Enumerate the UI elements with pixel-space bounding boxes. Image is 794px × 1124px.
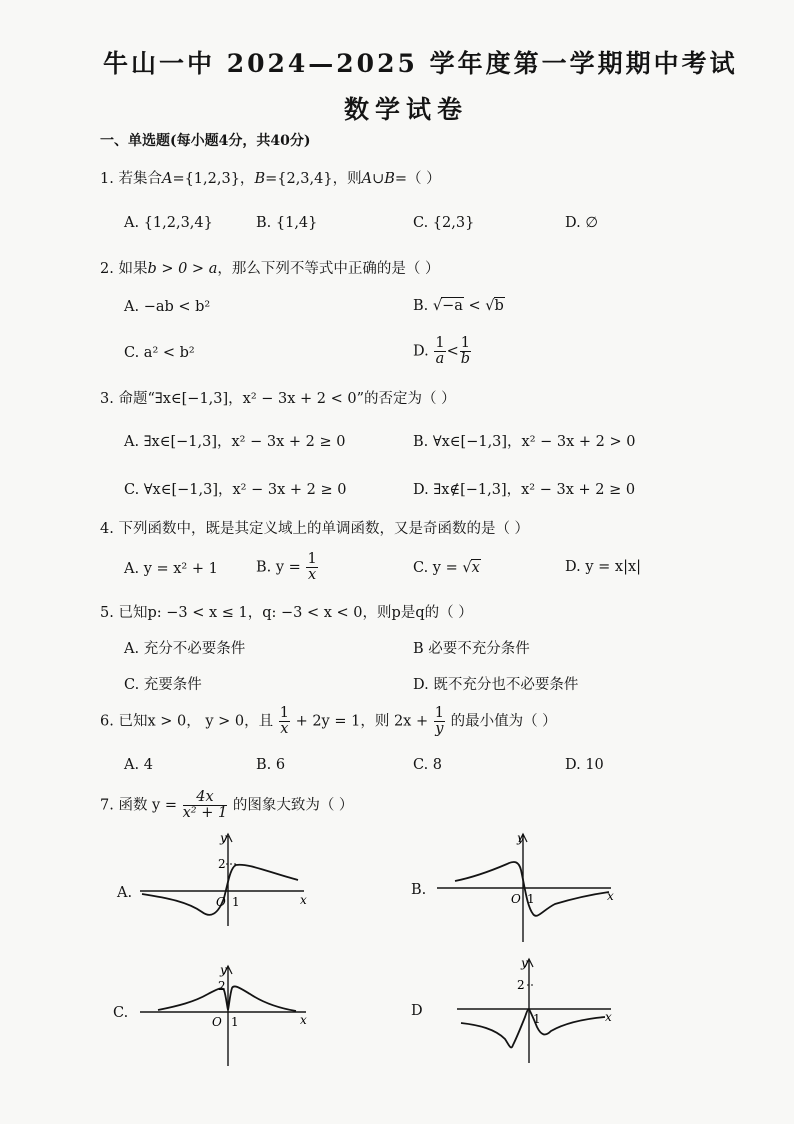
option-b: B. √−a < √b xyxy=(413,298,504,314)
option-b: B. ∀x∈[−1,3]，x² − 3x + 2 > 0 xyxy=(413,434,636,450)
radicand-a: −a xyxy=(442,298,463,314)
option-a: A. 充分不必要条件 xyxy=(124,641,246,657)
numerator: 1 xyxy=(434,705,444,721)
option-c: C. ∀x∈[−1,3]，x² − 3x + 2 ≥ 0 xyxy=(124,482,347,498)
axis-label-x: x xyxy=(300,1013,307,1027)
option-c: C. {2,3} xyxy=(413,215,475,231)
graph-option-a-label: A. xyxy=(117,885,133,901)
option-b: B. {1,4} xyxy=(256,215,318,231)
question-number: 2. xyxy=(100,261,114,277)
question-number: 3. xyxy=(100,391,114,407)
option-c: C. 8 xyxy=(413,757,443,773)
question-7 xyxy=(100,790,353,821)
graph-option-c-label: C. xyxy=(113,1005,129,1021)
question-text: 已知x > 0， y > 0，且 xyxy=(118,713,274,730)
question-text: 函数 y = xyxy=(118,797,178,814)
axis-label-y: y xyxy=(220,963,227,977)
graph-option-d-label: D xyxy=(411,1003,423,1019)
option-c: C. 充要条件 xyxy=(124,677,202,693)
set-a: A xyxy=(161,171,173,187)
question-tail: ，那么下列不等式中正确的是（ ） xyxy=(217,261,440,277)
fraction-4x-over-x2plus1 xyxy=(183,790,228,821)
denominator: y xyxy=(435,721,444,738)
tick-label-x: 1 xyxy=(232,895,240,909)
question-tail: 的图象大致为（ ） xyxy=(232,797,354,814)
question-4 xyxy=(100,517,529,538)
question-1 xyxy=(100,167,441,188)
set-b-def: ={2,3,4}，则 xyxy=(265,171,362,187)
axis-label-y: y xyxy=(517,831,524,845)
option-a: A. 4 xyxy=(124,757,153,773)
graph-a xyxy=(138,828,318,928)
question-tail: =（ ） xyxy=(394,171,441,187)
exam-subtitle: 数学试卷 xyxy=(344,95,469,124)
option-d: D. 10 xyxy=(565,757,604,773)
question-6 xyxy=(100,706,557,737)
tick-label-x: 1 xyxy=(533,1012,541,1026)
option-b: B. 6 xyxy=(256,757,286,773)
question-number: 5. xyxy=(100,605,114,621)
option-d: D. y = x|x| xyxy=(565,559,642,575)
question-number: 4. xyxy=(100,521,114,537)
axis-label-y: y xyxy=(220,831,227,845)
section-heading: 一、单选题(每小题4分，共40分) xyxy=(100,133,311,149)
option-d: D. ∃x∉[−1,3]，x² − 3x + 2 ≥ 0 xyxy=(413,482,636,498)
question-text: 若集合 xyxy=(118,171,162,187)
numerator: 1 xyxy=(307,551,317,567)
question-3 xyxy=(100,387,456,408)
fraction-1-over-y xyxy=(434,706,445,737)
option-a: A. −ab < b² xyxy=(124,299,211,315)
axis-label-x: x xyxy=(607,889,614,903)
question-number: 7. xyxy=(100,797,114,814)
option-d: D. ∅ xyxy=(565,215,598,231)
option-d: D. 既不充分也不必要条件 xyxy=(413,677,579,693)
less-than: < xyxy=(446,343,459,360)
tick-label-x: 1 xyxy=(527,892,535,906)
question-number: 6. xyxy=(100,713,114,730)
numerator: 1 xyxy=(279,705,289,721)
option-a: A. y = x² + 1 xyxy=(124,561,218,577)
origin-label: O xyxy=(511,892,521,906)
exam-title: 牛山一中 2024—2025 学年度第一学期期中考试 xyxy=(103,49,738,78)
fraction-1-over-b xyxy=(460,336,471,367)
union-expr: A∪B xyxy=(361,171,395,187)
radicand-x: x xyxy=(471,560,480,576)
function-curve xyxy=(455,862,609,916)
axis-label-x: x xyxy=(300,893,307,907)
question-text: 已知p: −3 < x ≤ 1，q: −3 < x < 0，则p是q的（ ） xyxy=(118,605,473,621)
fraction-1-over-x xyxy=(279,706,290,737)
graph-option-b-label: B. xyxy=(411,882,427,898)
tick-label-y: 2 xyxy=(517,978,525,992)
option-c: C. a² < b² xyxy=(124,345,195,361)
graph-d xyxy=(455,955,625,1065)
question-text-mid: + 2y = 1，则 2x + xyxy=(295,713,429,730)
option-b: B 必要不充分条件 xyxy=(413,641,530,657)
question-number: 1. xyxy=(100,171,114,187)
question-text: 命题“∃x∈[−1,3]，x² − 3x + 2 < 0”的否定为（ ） xyxy=(118,391,456,407)
option-a: A. {1,2,3,4} xyxy=(124,215,213,231)
radicand-b: b xyxy=(494,298,504,314)
origin-label: O xyxy=(212,1015,222,1029)
fraction-1-over-a xyxy=(434,336,445,367)
numerator: 4x xyxy=(183,790,228,806)
denominator: x xyxy=(280,721,289,738)
option-d xyxy=(413,336,472,367)
tick-label-y: 2 xyxy=(218,857,226,871)
denominator: x² + 1 xyxy=(182,805,228,822)
denominator: b xyxy=(460,351,470,368)
option-c: C. y = √x xyxy=(413,560,480,576)
function-curve xyxy=(158,986,296,1011)
graph-b xyxy=(435,830,625,945)
option-label: C. y = xyxy=(413,560,458,576)
origin-label: O xyxy=(216,895,226,909)
numerator: 1 xyxy=(460,335,470,351)
question-tail: 的最小值为（ ） xyxy=(450,713,557,730)
option-b xyxy=(256,552,319,583)
question-text: 下列函数中，既是其定义域上的单调函数，又是奇函数的是（ ） xyxy=(118,521,530,537)
denominator: x xyxy=(307,567,317,584)
tick-label-x: 1 xyxy=(231,1015,239,1029)
condition: b > 0 > a xyxy=(147,261,218,277)
question-2 xyxy=(100,257,439,278)
option-a: A. ∃x∈[−1,3]，x² − 3x + 2 ≥ 0 xyxy=(124,434,346,450)
tick-label-y: 2 xyxy=(218,979,226,993)
graph-c xyxy=(138,960,318,1068)
axis-label-x: x xyxy=(605,1010,612,1024)
set-a-def: ={1,2,3}， xyxy=(172,171,255,187)
question-text: 如果 xyxy=(118,261,148,277)
option-label: B. y = xyxy=(256,559,301,576)
option-label: B. xyxy=(413,298,429,314)
denominator: a xyxy=(435,351,445,368)
set-b: B xyxy=(254,171,266,187)
numerator: 1 xyxy=(435,335,445,351)
option-label: D. xyxy=(413,343,429,360)
axis-label-y: y xyxy=(521,956,528,970)
question-5 xyxy=(100,601,473,622)
fraction-1-over-x xyxy=(306,552,317,583)
less-than: < xyxy=(468,298,481,314)
